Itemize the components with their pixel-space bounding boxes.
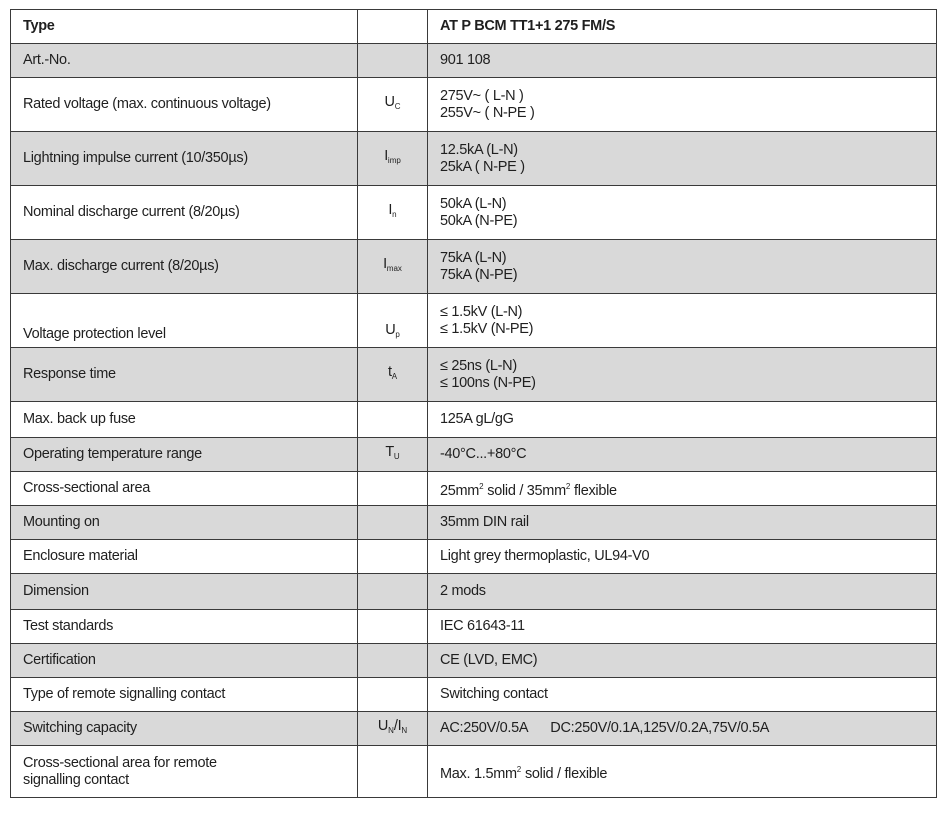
table-row [11, 438, 937, 472]
table-row [11, 574, 937, 610]
table-row [11, 132, 937, 186]
row-value: 12.5kA (L-N) 25kA ( N-PE ) [428, 132, 937, 186]
row-value: 125A gL/gG [428, 402, 937, 438]
row-label: Enclosure material [11, 540, 358, 574]
table-row [11, 240, 937, 294]
row-value: Switching contact [428, 678, 937, 712]
row-symbol: $I_{imp}$ [358, 132, 428, 186]
row-value: CE (LVD, EMC) [428, 644, 937, 678]
row-value: 75kA (L-N) 75kA (N-PE) [428, 240, 937, 294]
row-symbol [358, 644, 428, 678]
row-label: Cross-sectional area for remote signalling contact [11, 746, 358, 798]
row-symbol: $T_U$ [358, 438, 428, 472]
header-symbol [358, 10, 428, 44]
row-label: Operating temperature range [11, 438, 358, 472]
row-value: 50kA (L-N) 50kA (N-PE) [428, 186, 937, 240]
table-row [11, 78, 937, 132]
row-label: Art.-No. [11, 44, 358, 78]
row-symbol [358, 44, 428, 78]
row-label: Rated voltage (max. continuous voltage) [11, 78, 358, 132]
row-label: Lightning impulse current (10/350µs) [11, 132, 358, 186]
row-value: ≤ 1.5kV (L-N) ≤ 1.5kV (N-PE) [428, 294, 937, 348]
table-row [11, 44, 937, 78]
row-label: Max. discharge current (8/20µs) [11, 240, 358, 294]
row-value: $25mm^2$ solid / $35mm^2$ flexible [428, 472, 937, 506]
spec-table [10, 9, 937, 798]
row-label: Dimension [11, 574, 358, 610]
row-label: Nominal discharge current (8/20µs) [11, 186, 358, 240]
row-symbol [358, 678, 428, 712]
table-row [11, 472, 937, 506]
row-label: Switching capacity [11, 712, 358, 746]
row-label: Response time [11, 348, 358, 402]
row-symbol: $t_A$ [358, 348, 428, 402]
row-symbol: $U_p$ [358, 294, 428, 348]
table-row [11, 610, 937, 644]
row-label: Test standards [11, 610, 358, 644]
table-row [11, 348, 937, 402]
row-symbol [358, 472, 428, 506]
row-value: ≤ 25ns (L-N) ≤ 100ns (N-PE) [428, 348, 937, 402]
table-row [11, 678, 937, 712]
row-label: Cross-sectional area [11, 472, 358, 506]
table-row [11, 506, 937, 540]
row-label: Certification [11, 644, 358, 678]
row-value: IEC 61643-11 [428, 610, 937, 644]
row-symbol: $I_n$ [358, 186, 428, 240]
table-row [11, 746, 937, 798]
row-value: AC:250V/0.5A DC:250V/0.1A,125V/0.2A,75V/0.5A [428, 712, 937, 746]
row-value: 275V~ ( L-N ) 255V~ ( N-PE ) [428, 78, 937, 132]
row-symbol: $I_{max}$ [358, 240, 428, 294]
row-value: Max. $1.5mm^2$ solid / flexible [428, 746, 937, 798]
row-value: 35mm DIN rail [428, 506, 937, 540]
table-header-row [11, 10, 937, 44]
row-symbol [358, 574, 428, 610]
row-value: 2 mods [428, 574, 937, 610]
row-label: Voltage protection level [11, 294, 358, 348]
table-row [11, 540, 937, 574]
row-symbol [358, 402, 428, 438]
row-label: Max. back up fuse [11, 402, 358, 438]
row-value: -40°C...+80°C [428, 438, 937, 472]
table-row [11, 712, 937, 746]
row-label: Mounting on [11, 506, 358, 540]
header-value: AT P BCM TT1+1 275 FM/S [428, 10, 937, 44]
table-row [11, 186, 937, 240]
row-symbol [358, 540, 428, 574]
header-label: Type [11, 10, 358, 44]
row-symbol [358, 506, 428, 540]
table-row [11, 294, 937, 348]
row-value: 901 108 [428, 44, 937, 78]
row-symbol [358, 610, 428, 644]
row-symbol: $U_N/I_N$ [358, 712, 428, 746]
row-value: Light grey thermoplastic, UL94-V0 [428, 540, 937, 574]
table-row [11, 644, 937, 678]
table-row [11, 402, 937, 438]
row-label: Type of remote signalling contact [11, 678, 358, 712]
row-symbol [358, 746, 428, 798]
row-symbol: $U_C$ [358, 78, 428, 132]
